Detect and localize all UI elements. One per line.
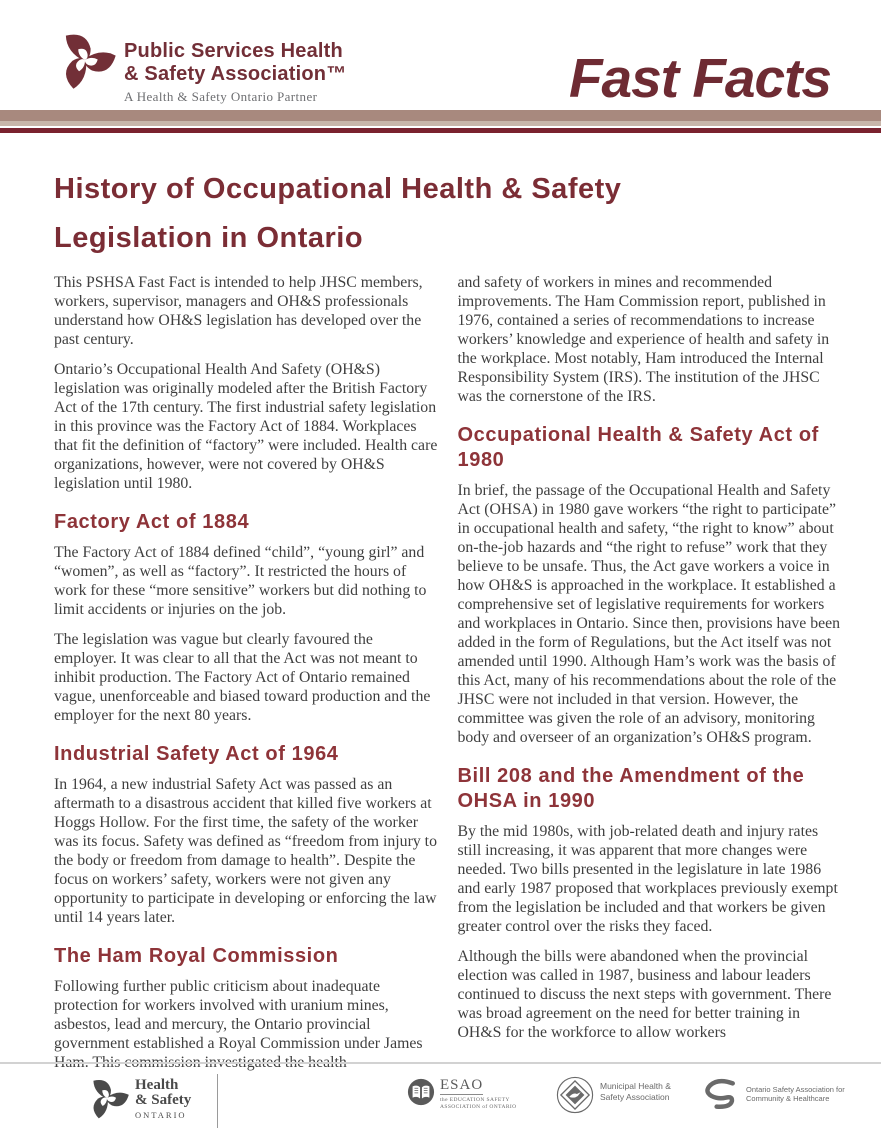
body-paragraph: Following further public criticism about inadequate protection for workers involved with uranium mines, asbestos, lead and mercury, the Ontario provincial government established a Royal Commission under James Ham. This commission investigated the health <box>54 978 423 1071</box>
mhsa-logo <box>556 1076 672 1114</box>
trillium-gray-icon <box>85 1072 129 1124</box>
esao-subtitle: the EDUCATION SAFETY ASSOCIATION of ONTARIO <box>440 1097 517 1110</box>
osach-logo <box>702 1076 846 1112</box>
section-heading: Bill 208 and the Amendment of the OHSA in 1990 <box>457 765 805 812</box>
body-columns <box>54 273 843 1083</box>
body-paragraph: This PSHSA Fast Fact is intended to help JHSC members, workers, supervisor, managers and OH&S professionals understand how OH&S legislation has developed over the past century. <box>54 274 423 348</box>
brand-tagline: A Health & Safety Ontario Partner <box>124 89 318 104</box>
page-title <box>54 165 845 263</box>
section-heading: Factory Act of 1884 <box>54 511 250 533</box>
body-paragraph: Although the bills were abandoned when the provincial election was called in 1987, business and labour leaders continued to discuss the next steps with government. There was broad agreement on the need for better training in OH&S for the workforce to allow workers <box>457 948 832 1041</box>
diamond-icon <box>556 1076 594 1114</box>
body-paragraph: The legislation was vague but clearly favoured the employer. It was clear to all that the Act was not meant to inhibit production. The Factory Act of Ontario remained vague, unenforceable and biased toward production and the employer for the next 80 years. <box>54 631 431 724</box>
body-paragraph: The Factory Act of 1884 defined “child”, “young girl” and “women”, as well as “factory”. It restricted the hours of work for these “more sensitive” workers but did nothing to limit accidents or injuries on the job. <box>54 544 427 618</box>
hso-line-1: Health <box>135 1077 179 1093</box>
footer <box>0 1062 881 1128</box>
brand-text <box>124 22 346 105</box>
masthead-title: Fast Facts <box>568 47 831 109</box>
swoosh-s-icon <box>702 1078 742 1112</box>
body-paragraph: In brief, the passage of the Occupational Health and Safety Act (OHSA) in 1980 gave workers “the right to participate” in occupational health and safety, “the right to know” about on-the-job hazards and “the right to refuse” work that they believe to be unsafe. Thus, the Act gave workers a voice in how OH&S is approached in the workplace. It established a comprehensive set of legislative requirements for workers and workplaces in Ontario. Since then, provisions have been added in the form of Regulations, but the Act itself was not amended until 1990. Although Ham’s work was the basis of this Act, many of his recommendations about the role of the JHSC were not included in that version. However, the committee was given the role of an advisory, monitoring body and overseer of an organization’s OH&S program. <box>457 482 841 746</box>
body-paragraph: By the mid 1980s, with job-related death and injury rates still increasing, it was apparent that more changes were needed. Two bills presented in the legislature in late 1986 and early 1987 proposed that workplaces previously exempt from the legislation be included and that workers be given greater control over the risks they faced. <box>457 823 838 935</box>
page-title-line-1: History of Occupational Health & Safety <box>54 173 622 205</box>
open-book-icon <box>407 1078 435 1106</box>
section-heading: The Ham Royal Commission <box>54 945 339 967</box>
stripe-maroon <box>0 128 881 133</box>
esao-name: ESAO <box>440 1077 484 1093</box>
health-safety-ontario-logo <box>85 1072 191 1124</box>
hso-text <box>135 1072 191 1120</box>
esao-logo <box>407 1076 526 1111</box>
left-column <box>54 273 440 1083</box>
header <box>0 0 881 110</box>
page-title-line-2: Legislation in Ontario <box>54 222 364 254</box>
section-heading: Occupational Health & Safety Act of 1980 <box>457 424 819 471</box>
hso-line-3: ONTARIO <box>135 1110 187 1120</box>
stripe-rosy <box>0 110 881 121</box>
hso-line-2: & Safety <box>135 1092 192 1108</box>
partner-logos <box>407 1072 846 1114</box>
pshsa-logo <box>54 22 346 105</box>
section-heading: Industrial Safety Act of 1964 <box>54 743 339 765</box>
brand-line-2: & Safety Association™ <box>124 63 347 85</box>
trillium-icon <box>54 22 116 98</box>
brand-line-1: Public Services Health <box>124 40 343 62</box>
body-paragraph: and safety of workers in mines and recommended improvements. The Ham Commission report, published in 1976, contained a series of recommendations to increase workers’ knowledge and experience of health and safety in the workplace. Most notably, Ham introduced the Internal Responsibility System (IRS). The institution of the JHSC was the cornerstone of the IRS. <box>457 274 830 405</box>
body-paragraph: In 1964, a new industrial Safety Act was passed as an aftermath to a disastrous accident that killed five workers at Hoggs Hollow. For the first time, the safety of the worker was its focus. Safety was defined as “freedom from injury to the body or freedom from damage to health”. Despite the focus on workers’ safety, workers were not given any opportunity to participate in developing or enforcing the law until 14 years later. <box>54 776 437 926</box>
osach-name: Ontario Safety Association for Community & Healthcare <box>746 1085 845 1103</box>
right-column <box>458 273 844 1083</box>
footer-divider <box>217 1074 218 1128</box>
header-stripe-rule <box>0 110 881 133</box>
body-paragraph: Ontario’s Occupational Health And Safety (OH&S) legislation was originally modeled after the British Factory Act of the 17th century. The first industrial safety legislation in this province was the Factory Act of 1884. Workplaces that fit the definition of “factory” were included. Health care organizations, however, were not covered by OH&S legislation until 1980. <box>54 361 438 492</box>
mhsa-name: Municipal Health & Safety Association <box>600 1081 671 1102</box>
